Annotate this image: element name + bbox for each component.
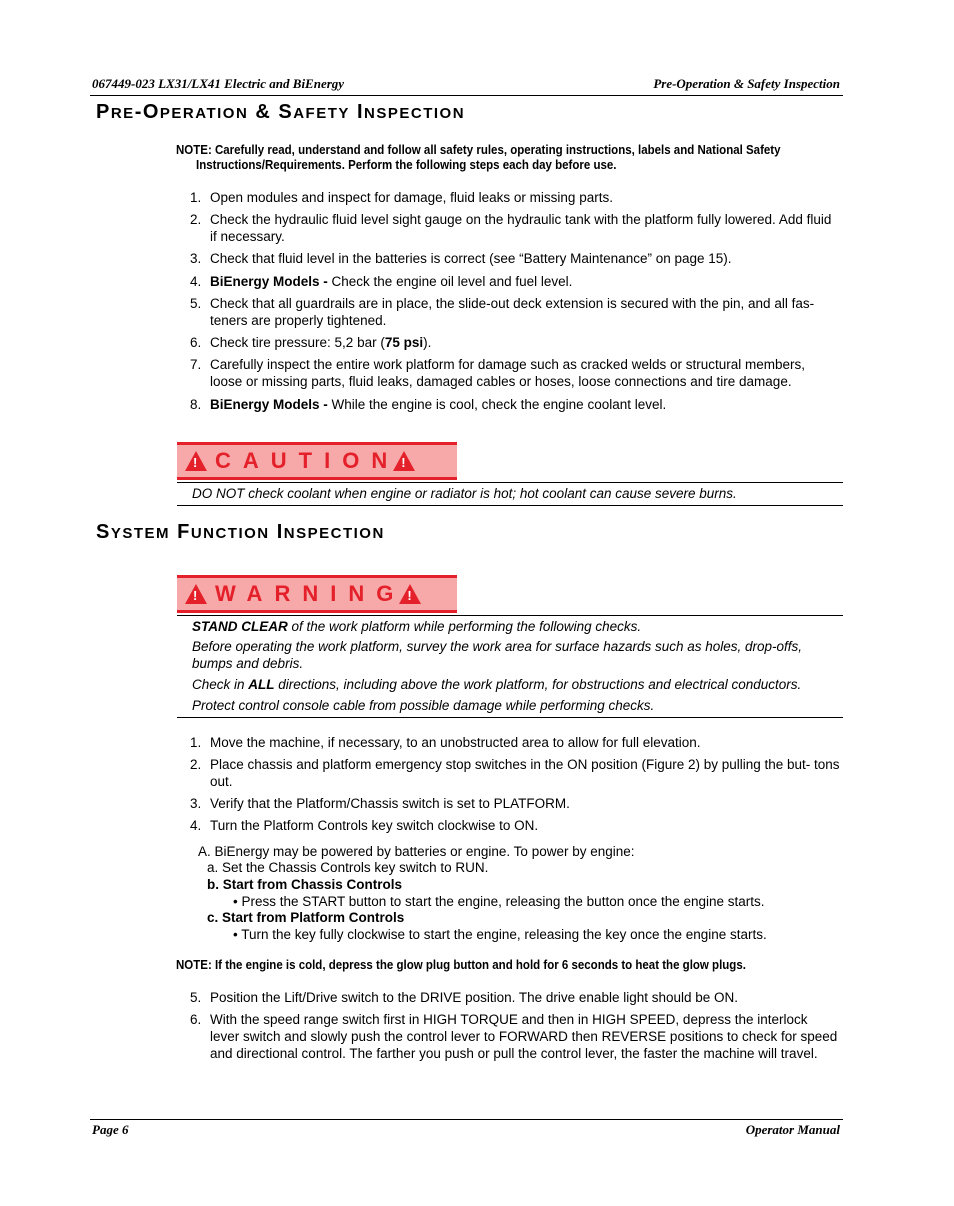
- section-title-pre-operation: PRE-OPERATION & SAFETY INSPECTION: [96, 101, 466, 123]
- list-item: 3. Verify that the Platform/Chassis switch is set to PLATFORM.: [190, 796, 570, 811]
- list-item: 1. Open modules and inspect for damage, fluid leaks or missing parts.: [190, 190, 613, 205]
- list-item: 4. Turn the Platform Controls key switch clockwise to ON.: [190, 818, 539, 833]
- footer-rule: [90, 1119, 843, 1120]
- list-item: 6. With the speed range switch first in HIGH TORQUE and then in HIGH SPEED, depress the interlock lever switch and slowly push the control lever to FORWARD then REVERSE positions to check for speed and directional control. The farther you push or pull the control lever, the faster the machine will travel.: [190, 1012, 838, 1061]
- warning-triangle-icon: !: [399, 584, 421, 604]
- warning-triangle-icon: !: [393, 451, 415, 471]
- substep-a: a. Set the Chassis Controls key switch to RUN.: [207, 860, 489, 875]
- caution-rule-bottom: [177, 505, 843, 506]
- note-safety: NOTE: Carefully read, understand and follow all safety rules, operating instructions, labels and National Safety: [176, 143, 781, 157]
- header-rule: [90, 95, 843, 96]
- warning-label: WARNING: [215, 581, 406, 606]
- list-item: 4. BiEnergy Models - Check the engine oil level and fuel level.: [190, 274, 573, 289]
- list-item: 5. Check that all guardrails are in place, the slide-out deck extension is secured with the pin, and all fas- teners are properly tightened.: [190, 296, 815, 328]
- list-item: 8. BiEnergy Models - While the engine is cool, check the engine coolant level.: [190, 397, 667, 412]
- substep-b: b. Start from Chassis Controls: [207, 877, 403, 892]
- header-left: 067449-023 LX31/LX41 Electric and BiEnergy: [92, 76, 345, 91]
- list-item: 2. Check the hydraulic fluid level sight gauge on the hydraulic tank with the platform fully lowered. Add fluid if necessary.: [190, 212, 832, 244]
- warning-text-3: Check in ALL directions, including above the work platform, for obstructions and electrical conductors.: [192, 677, 802, 692]
- substep-c-bullet: • Turn the key fully clockwise to start the engine, releasing the key once the engine starts.: [233, 927, 767, 942]
- header-right: Pre-Operation & Safety Inspection: [653, 76, 840, 91]
- list-item: 7. Carefully inspect the entire work platform for damage such as cracked welds or structural members, loose or missing parts, fluid leaks, damaged cables or hoses, loose connections and tire damage.: [190, 357, 805, 389]
- note-safety-line2: Instructions/Requirements. Perform the following steps each day before use.: [196, 158, 617, 172]
- list-item: 5. Position the Lift/Drive switch to the DRIVE position. The drive enable light should be ON.: [190, 990, 739, 1005]
- substep-A: A. BiEnergy may be powered by batteries or engine. To power by engine:: [198, 844, 635, 859]
- caution-text: DO NOT check coolant when engine or radiator is hot; hot coolant can cause severe burns.: [192, 486, 737, 501]
- warning-text-2b: bumps and debris.: [192, 656, 304, 671]
- substep-b-bullet: • Press the START button to start the engine, releasing the button once the engine starts.: [233, 894, 765, 909]
- section-title-system-function: SYSTEM FUNCTION INSPECTION: [96, 521, 385, 543]
- warning-banner: [177, 575, 457, 613]
- warning-text-2: Before operating the work platform, survey the work area for surface hazards such as holes, drop-offs,: [192, 639, 803, 654]
- caution-label: CAUTION: [215, 448, 400, 473]
- warning-rule-top: [177, 615, 843, 616]
- substep-c: c. Start from Platform Controls: [207, 910, 405, 925]
- list-item: 2. Place chassis and platform emergency stop switches in the ON position (Figure 2) by pulling the but- tons out.: [190, 757, 840, 789]
- footer-left: Page 6: [92, 1122, 129, 1137]
- list-item: 6. Check tire pressure: 5,2 bar (75 psi).: [190, 335, 432, 350]
- list-item: 3. Check that fluid level in the batteries is correct (see “Battery Maintenance” on page 15).: [190, 251, 732, 266]
- warning-text-1: STAND CLEAR of the work platform while performing the following checks.: [192, 619, 642, 634]
- caution-banner: [177, 442, 457, 480]
- warning-text-4: Protect control console cable from possible damage while performing checks.: [192, 698, 655, 713]
- warning-rule-bottom: [177, 717, 843, 718]
- note-glow-plug: NOTE: If the engine is cold, depress the glow plug button and hold for 6 seconds to heat the glow plugs.: [176, 958, 746, 972]
- list-item: 1. Move the machine, if necessary, to an unobstructed area to allow for full elevation.: [190, 735, 701, 750]
- footer-right: Operator Manual: [745, 1122, 840, 1137]
- warning-triangle-icon: !: [185, 451, 207, 471]
- warning-triangle-icon: !: [185, 584, 207, 604]
- caution-rule-top: [177, 482, 843, 483]
